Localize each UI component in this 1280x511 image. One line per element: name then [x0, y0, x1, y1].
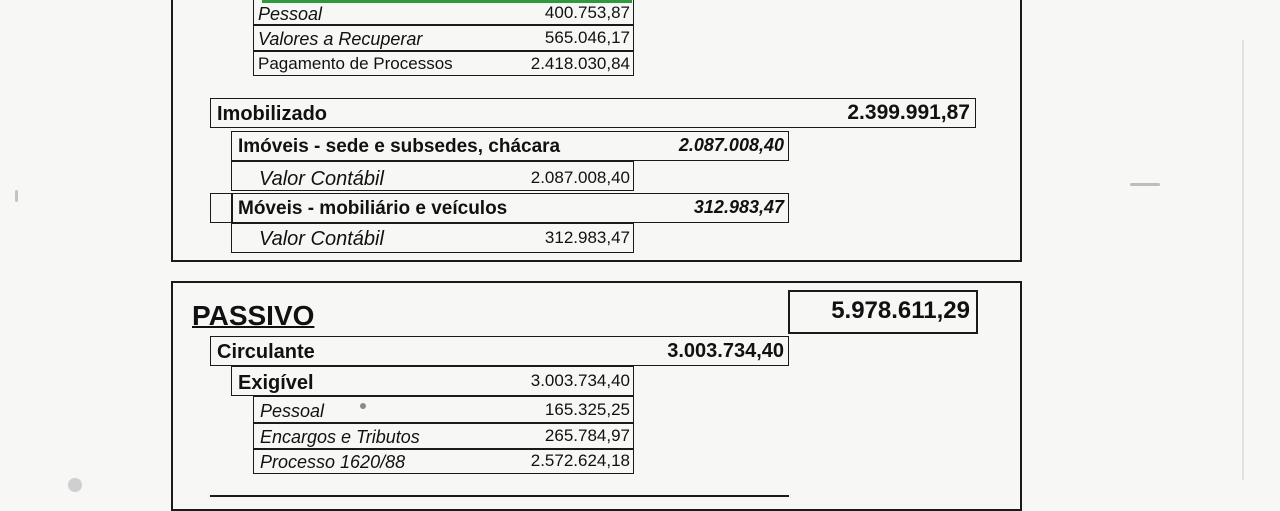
scan-speck — [68, 478, 82, 492]
moveis-value: 312.983,47 — [693, 197, 784, 217]
exigivel-label: Exigível — [238, 372, 314, 394]
moveis-indent-divider — [231, 193, 233, 223]
row-value-pessoal: 400.753,87 — [544, 3, 630, 22]
circulante-value: 3.003.734,40 — [667, 340, 784, 362]
imoveis-valor-contabil-value: 2.087.008,40 — [530, 168, 630, 187]
passivo-row-label-processo: Processo 1620/88 — [260, 452, 406, 472]
passivo-row-value-processo: 2.572.624,18 — [530, 451, 630, 470]
row-value-valores-a-recuperar: 565.046,17 — [544, 28, 630, 47]
row-label-pagamento-de-processos: Pagamento de Processos — [258, 54, 453, 73]
row-label-valores-a-recuperar: Valores a Recuperar — [258, 29, 423, 49]
circulante-label: Circulante — [217, 341, 315, 363]
passivo-row-label-encargos-e-tributos: Encargos e Tributos — [260, 427, 420, 447]
row-divider — [253, 422, 634, 424]
moveis-valor-contabil-label: Valor Contábil — [259, 228, 384, 250]
scan-speck — [360, 403, 366, 409]
exigivel-value: 3.003.734,40 — [530, 371, 630, 390]
scan-speck — [15, 190, 18, 202]
passivo-row-value-encargos-e-tributos: 265.784,97 — [544, 426, 630, 445]
row-divider — [253, 448, 634, 450]
scan-speck — [1130, 183, 1160, 186]
scan-speck — [1242, 40, 1244, 480]
moveis-label: Móveis - mobiliário e veículos — [238, 198, 508, 219]
imobilizado-label: Imobilizado — [217, 103, 327, 125]
passivo-row-label-pessoal: Pessoal — [260, 401, 325, 421]
passivo-title: PASSIVO — [192, 300, 315, 331]
row-divider — [253, 50, 634, 52]
imoveis-valor-contabil-label: Valor Contábil — [259, 168, 384, 190]
passivo-total-value: 5.978.611,29 — [831, 297, 970, 324]
next-row-box-edge — [210, 495, 789, 497]
imoveis-label: Imóveis - sede e subsedes, chácara — [238, 136, 561, 157]
moveis-valor-contabil-value: 312.983,47 — [544, 228, 630, 247]
imobilizado-value: 2.399.991,87 — [847, 101, 970, 124]
imoveis-value: 2.087.008,40 — [678, 135, 784, 155]
row-label-pessoal: Pessoal — [258, 4, 323, 24]
row-value-pagamento-de-processos: 2.418.030,84 — [530, 54, 630, 73]
row-divider — [253, 24, 634, 26]
passivo-row-value-pessoal: 165.325,25 — [544, 400, 630, 419]
